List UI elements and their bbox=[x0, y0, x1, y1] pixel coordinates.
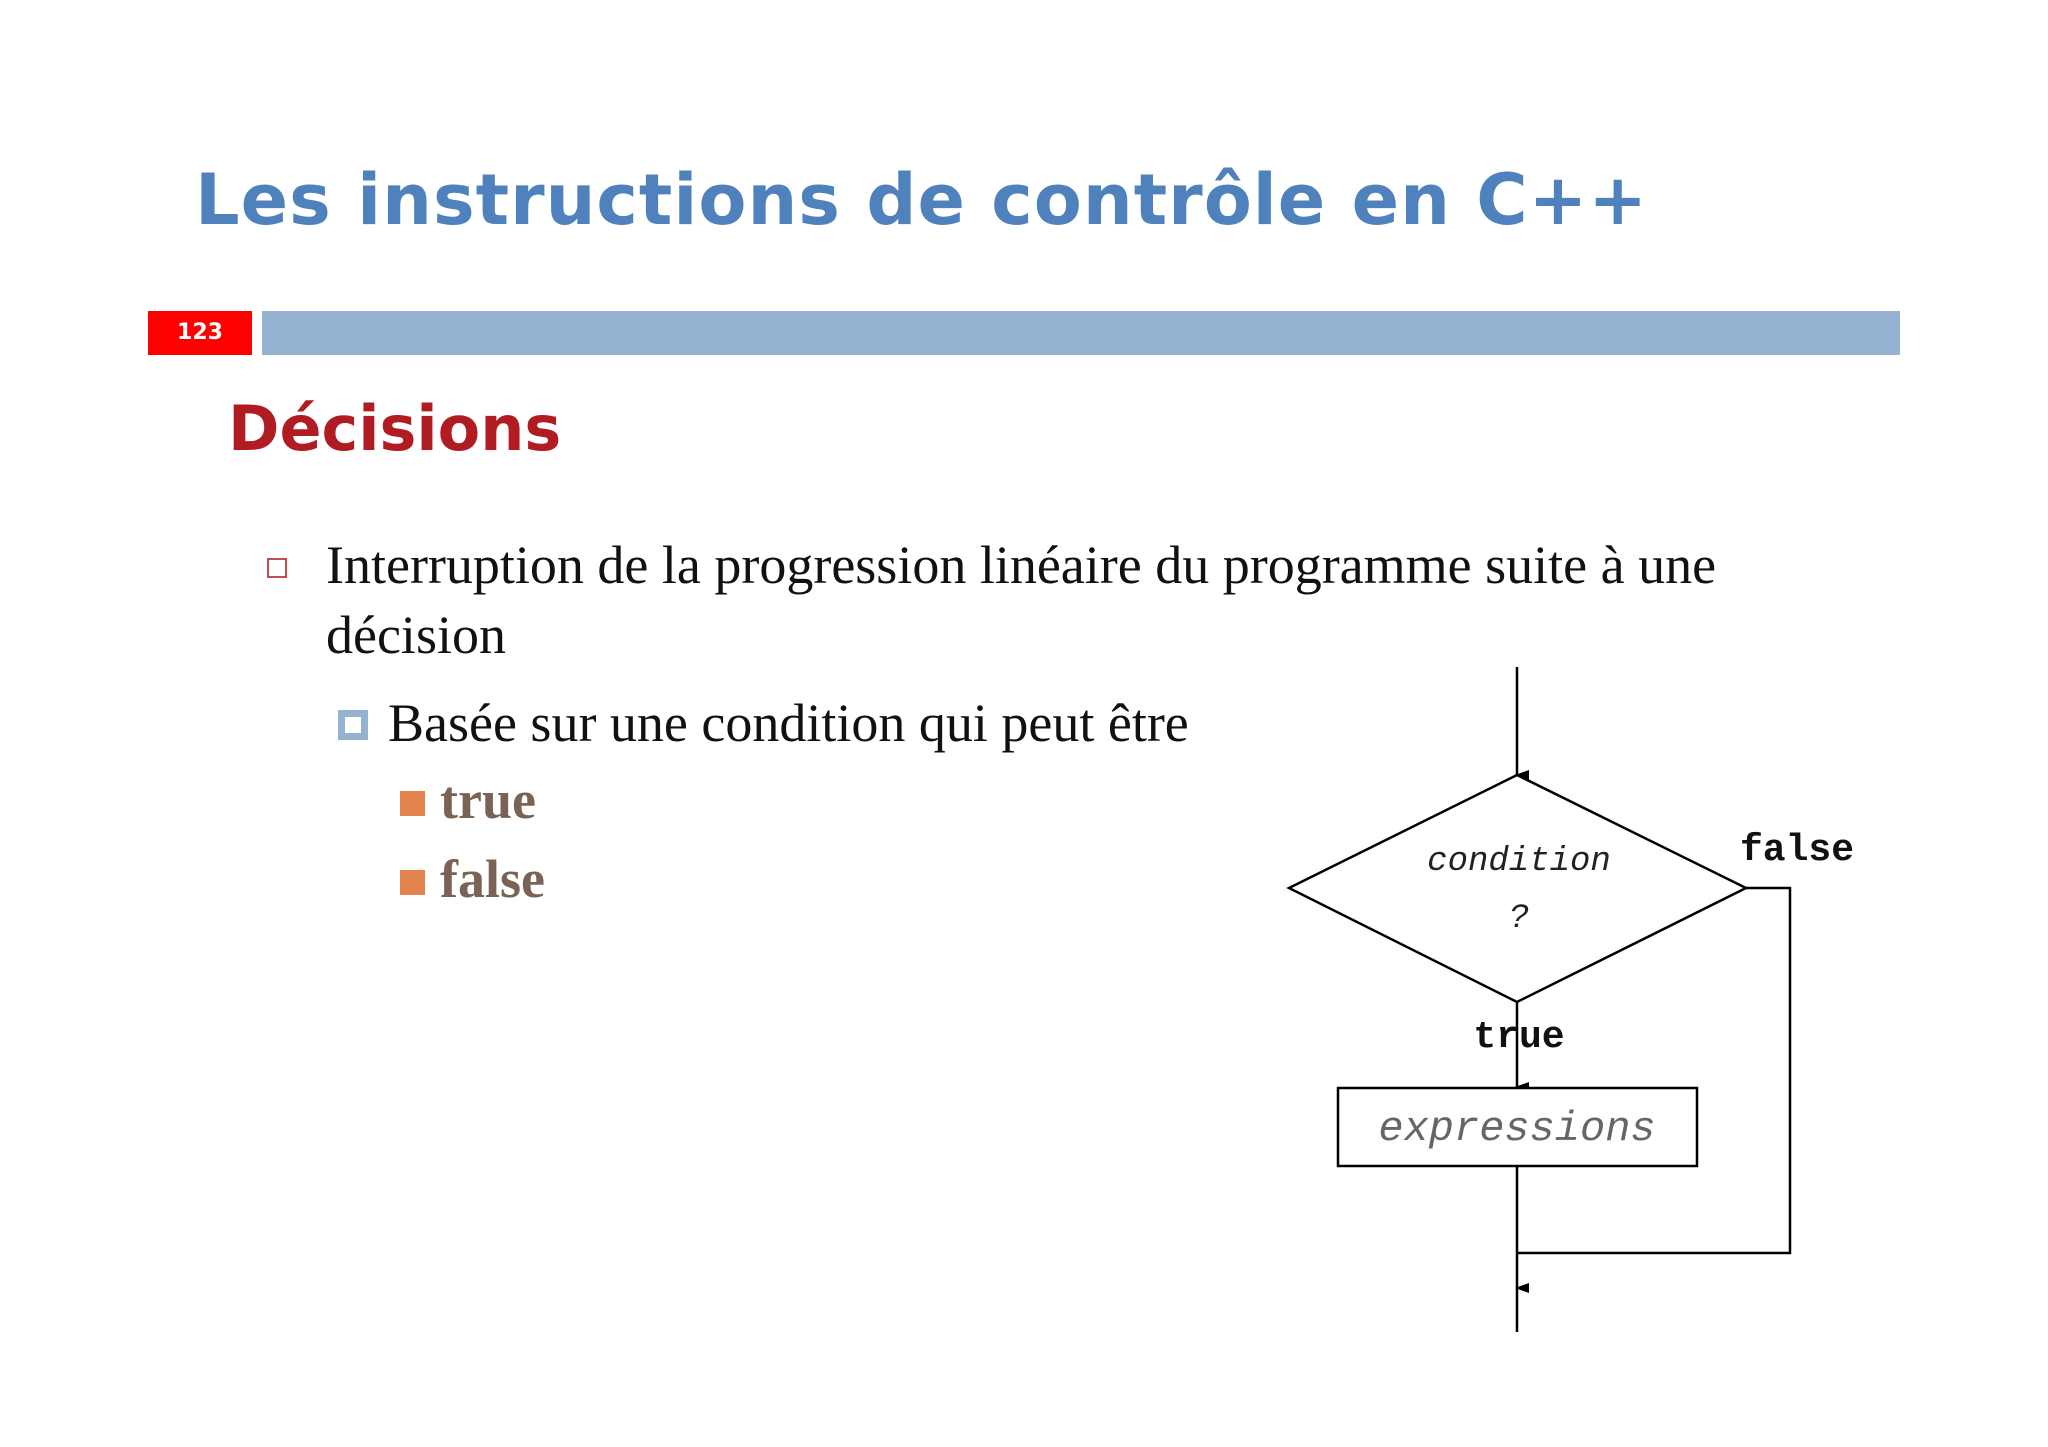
condition-question-mark: ? bbox=[1508, 900, 1530, 938]
decision-diamond bbox=[1289, 775, 1746, 1002]
expressions-label: expressions bbox=[1378, 1105, 1656, 1153]
page-number-badge: 123 bbox=[148, 311, 252, 355]
slide-title: Les instructions de contrôle en C++ bbox=[195, 159, 1648, 241]
true-branch-label: true bbox=[1473, 1016, 1565, 1059]
false-branch-label: false bbox=[1739, 829, 1855, 872]
bullet-false-text: false bbox=[440, 849, 545, 909]
condition-label: condition bbox=[1427, 843, 1611, 881]
bullet-true-text: true bbox=[440, 770, 536, 830]
false-branch-path bbox=[1517, 888, 1790, 1253]
bullet-level2-text: Basée sur une condition qui peut être bbox=[388, 693, 1189, 753]
section-heading: Décisions bbox=[228, 392, 562, 465]
bullet-level1-text: Interruption de la progression linéaire du programme suite à une décision bbox=[326, 535, 1717, 665]
